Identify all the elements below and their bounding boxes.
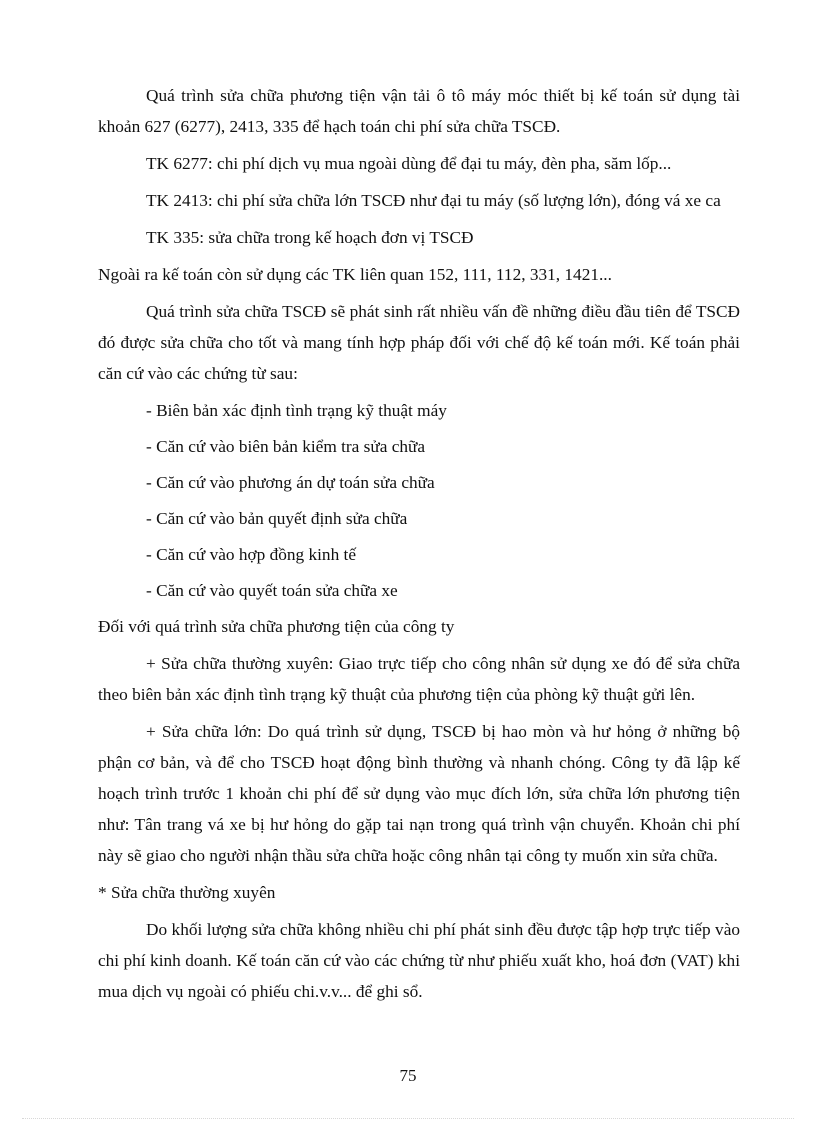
section-heading-regular-repair: * Sửa chữa thường xuyên — [98, 883, 276, 902]
paragraph-related-accounts: Ngoài ra kế toán còn sử dụng các TK liên quan 152, 111, 112, 331, 1421... — [98, 265, 612, 284]
page-bottom-divider — [22, 1118, 794, 1119]
list-item: - Căn cứ vào phương án dự toán sửa chữa — [146, 473, 435, 492]
document-body — [98, 80, 740, 1013]
list-item: - Căn cứ vào biên bản kiểm tra sửa chữa — [146, 437, 426, 456]
paragraph-regular-repair: + Sửa chữa thường xuyên: Giao trực tiếp cho công nhân sử dụng xe đó để sửa chữa theo biên bản xác định tình trạng kỹ thuật của phương tiện của phòng kỹ thuật gửi lên. — [98, 654, 740, 704]
page-number: 75 — [399, 1066, 417, 1085]
list-item: - Căn cứ vào hợp đồng kinh tế — [146, 545, 356, 564]
paragraph-repair-process: Quá trình sửa chữa TSCĐ sẽ phát sinh rất nhiều vấn đề những điều đầu tiên để TSCĐ đó được sửa chữa cho tốt và mang tính hợp pháp đối với chế độ kế toán mới. Kế toán phải căn cứ vào các chứng từ sau: — [98, 302, 740, 383]
list-item: - Căn cứ vào bản quyết định sửa chữa — [146, 509, 408, 528]
paragraph-tk-335: TK 335: sửa chữa trong kế hoạch đơn vị TSCĐ — [146, 228, 474, 247]
list-item: - Căn cứ vào quyết toán sửa chữa xe — [146, 581, 398, 600]
paragraph-tk-6277: TK 6277: chi phí dịch vụ mua ngoài dùng để đại tu máy, đèn pha, săm lốp... — [146, 154, 672, 173]
paragraph-regular-repair-detail: Do khối lượng sửa chữa không nhiều chi phí phát sinh đều được tập hợp trực tiếp vào chi phí kinh doanh. Kế toán căn cứ vào các chứng từ như phiếu xuất kho, hoá đơn (VAT) khi mua dịch vụ ngoài có phiếu chi.v.v... để ghi sổ. — [98, 920, 740, 1001]
paragraph-major-repair: + Sửa chữa lớn: Do quá trình sử dụng, TSCĐ bị hao mòn và hư hỏng ở những bộ phận cơ bản, và để cho TSCĐ hoạt động bình thường và nhanh chóng. Công ty đã lập kế hoạch trình trước 1 khoản chi phí để sử dụng vào mục đích lớn, sửa chữa lớn phương tiện như: Tân trang vá xe bị hư hỏng do gặp tai nạn trong quá trình vận chuyển. Khoản chi phí này sẽ giao cho người nhận thầu sửa chữa hoặc công nhân tại công ty muốn xin sửa chữa. — [98, 722, 740, 865]
paragraph-intro: Quá trình sửa chữa phương tiện vận tải ô tô máy móc thiết bị kế toán sử dụng tài khoản 627 (6277), 2413, 335 để hạch toán chi phí sửa chữa TSCĐ. — [98, 86, 740, 136]
paragraph-tk-2413: TK 2413: chi phí sửa chữa lớn TSCĐ như đại tu máy (số lượng lớn), đóng vá xe ca — [146, 191, 721, 210]
list-item: - Biên bản xác định tình trạng kỹ thuật máy — [146, 401, 447, 420]
paragraph-company-repairs: Đối với quá trình sửa chữa phương tiện của công ty — [98, 617, 455, 636]
